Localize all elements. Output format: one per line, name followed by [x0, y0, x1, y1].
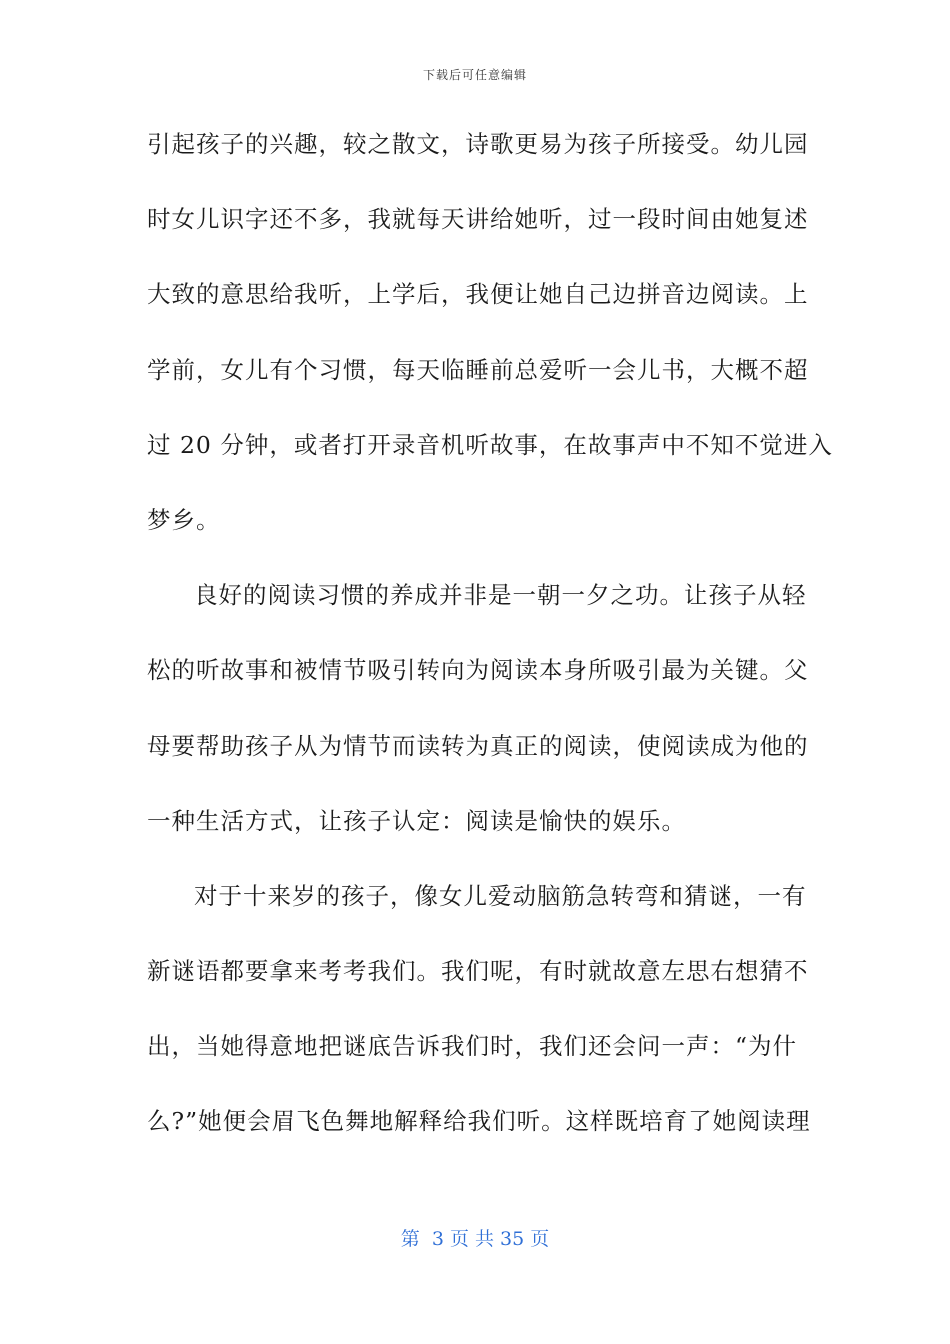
- text-line: 松的听故事和被情节吸引转向为阅读本身所吸引最为关键。父: [147, 656, 809, 685]
- text-line: 时女儿识字还不多，我就每天讲给她听，过一段时间由她复述: [147, 205, 809, 234]
- text-line: 梦乡。: [147, 505, 221, 534]
- page-header: 下载后可任意编辑: [422, 68, 527, 82]
- text-line: 大致的意思给我听，上学后，我便让她自己边拼音边阅读。上: [147, 280, 809, 309]
- text-line: 引起孩子的兴趣，较之散文，诗歌更易为孩子所接受。幼儿园: [147, 130, 809, 158]
- page-number: 第 3 页 共 35 页: [400, 1228, 550, 1250]
- document-body: [147, 118, 833, 1171]
- text-line: 学前，女儿有个习惯，每天临睡前总爱听一会儿书，大概不超: [147, 355, 809, 384]
- text-line: 新谜语都要拿来考考我们。我们呢，有时就故意左思右想猜不: [147, 957, 809, 986]
- text-line: 出，当她得意地把谜底告诉我们时，我们还会问一声：“为什: [147, 1032, 798, 1061]
- text-line: 母要帮助孩子从为情节而读转为真正的阅读，使阅读成为他的: [147, 731, 809, 760]
- text-line: 一种生活方式，让孩子认定：阅读是愉快的娱乐。: [147, 806, 686, 835]
- paragraph-first-line: 良好的阅读习惯的养成并非是一朝一夕之功。让孩子从轻: [194, 581, 807, 610]
- paragraph-first-line: 对于十来岁的孩子，像女儿爱动脑筋急转弯和猜谜，一有: [194, 881, 807, 910]
- text-line: 么?”她便会眉飞色舞地解释给我们听。这样既培育了她阅读理: [147, 1107, 811, 1136]
- text-line: 过 20 分钟，或者打开录音机听故事，在故事声中不知不觉进入: [147, 430, 833, 459]
